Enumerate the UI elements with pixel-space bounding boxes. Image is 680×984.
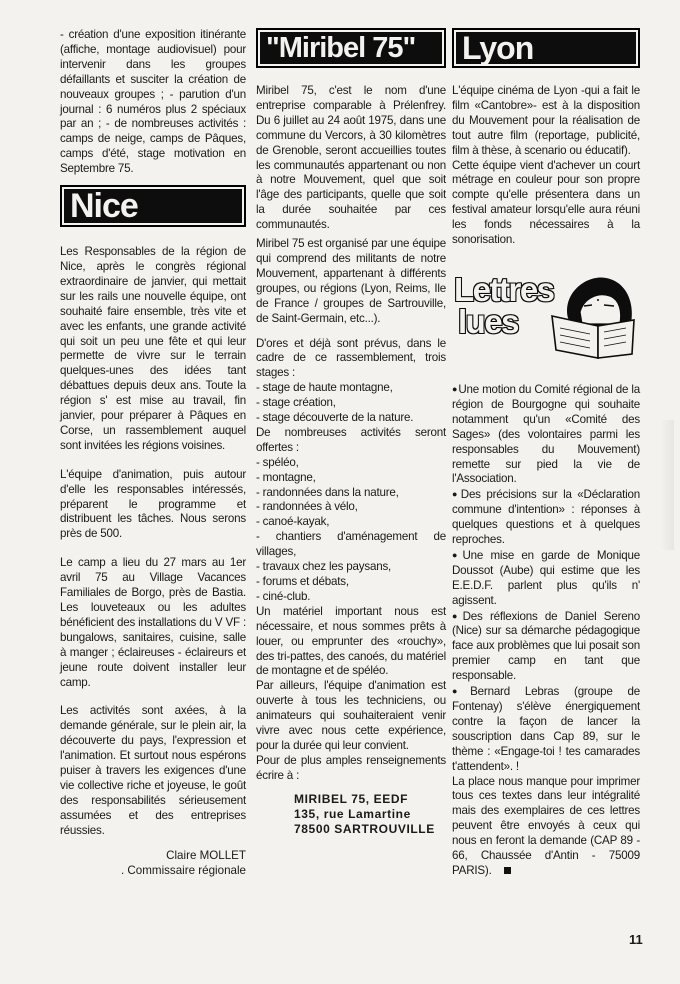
miribel-paragraph-6: Pour de plus amples renseignements écrire à :: [256, 753, 446, 782]
letter-item-5: ● Bernard Lebras (groupe de Fontenay) s'élève énergiquement contre la façon de lancer la souscription dans Cap 89, sur le thème : «Engage-toi ! tes camarades t'attendent». !: [452, 684, 640, 774]
address-line-3: 78500 SARTROUVILLE: [294, 821, 435, 836]
nice-paragraph-4: Les activités sont axées, à la demande générale, sur le plein air, la découverte du pays, l'expression et l'animation. Et surtout nous espérons puiser à travers les exigences d'une vie collective riche et joyeuse, le goût des responsabilités sérieusement assumées et des entreprises réussies.: [60, 704, 246, 837]
lettres-closing-paragraph: [452, 775, 640, 879]
signature-name: Claire MOLLET: [166, 848, 246, 862]
nice-paragraph-3: Le camp a lieu du 27 mars au 1er avril 75 au Village Vacances Familiales de Borgo, près de Bastia. Les louveteaux ou les adultes bénéficient des installations du V VF : bungalows, sanitaires, cuisine, salle à manger ; éclaireuses - éclaireurs et jeune route doivent installer leur camp.: [60, 556, 246, 689]
list-line: - stage création,: [256, 396, 336, 410]
list-line: - randonnées à vélo,: [256, 500, 358, 514]
page-number: 11: [629, 932, 643, 947]
lyon-heading: [452, 28, 640, 68]
lues-word: lues: [458, 302, 519, 340]
list-line: - canoé-kayak,: [256, 515, 330, 529]
letter-item-3: ● Une mise en garde de Monique Doussot (Aube) qui estime que les E.E.D.F. parlent plus qu'ils n' agissent.: [452, 548, 640, 609]
column-middle: [256, 28, 446, 837]
letter-item-2: ● Des précisions sur la «Déclaration commune d'intention» : réponses à quelques questions et à quelques reproches.: [452, 487, 640, 548]
lettres-lues-heading: [452, 272, 640, 364]
column-right: [452, 28, 640, 879]
lettres-closing-text: La place nous manque pour imprimer tous ces textes dans leur intégralité mais des exemplaires de ces lettres peuvent être envoyés à ceux qui nous en feront la demande (CAP 89 - 66, Chaussée d'Antin - 75009 PARIS).: [452, 774, 640, 877]
column-left: [60, 28, 246, 878]
address-line-2: 135, rue Lamartine: [294, 806, 411, 821]
nice-paragraph-2: L'équipe d'animation, puis autour d'elle les responsables intéressés, préparent le programme et distribuent les tâches. Nous serons près de 500.: [60, 467, 246, 541]
address-line-1: MIRIBEL 75, EEDF: [294, 791, 409, 806]
lyon-paragraph-2: Cette équipe vient d'achever un court métrage en couleur pour son propre compte qu'elle présentera dans un festival amateur lorsqu'elle aura réuni les fonds nécessaires à la sonorisation.: [452, 158, 640, 247]
page-edge-shadow: [660, 420, 674, 550]
miribel-paragraph-4: Un matériel important nous est nécessaire, et nous sommes prêts à louer, ou emprunter des «rouchy», des tri-pattes, des canoés, du matériel de montagne et de spéléo.: [256, 604, 446, 678]
lyon-heading-text: Lyon: [462, 29, 534, 66]
miribel-heading: [256, 28, 446, 68]
list-line: De nombreuses activités seront offertes :: [256, 425, 446, 454]
nice-heading-text: Nice: [70, 186, 138, 225]
signature-role: . Commissaire régionale: [120, 863, 246, 877]
list-line: - stage de haute montagne,: [256, 381, 393, 395]
intro-paragraph: - création d'une exposition itinérante (affiche, montage audiovisuel) pour intervenir dans les groupes défaillants et susciter la création de nouveaux groupes ; - parution d'un journal : 6 numéros plus 2 spéciaux par an ; - de nombreuses activités : camps de neige, camps de Pâques, camps d'été, stage motivation en Septembre 75.: [60, 28, 246, 176]
list-line: - ciné-club.: [256, 589, 311, 603]
lettres-word: Lettres: [454, 270, 554, 308]
list-line: - travaux chez les paysans,: [256, 560, 392, 574]
list-line: D'ores et déjà sont prévus, dans le cadre de ce rassemblement, trois stages :: [256, 336, 446, 380]
lyon-paragraph-1: L'équipe cinéma de Lyon -qui a fait le film «Cantobre»- est à la disposition du Mouvement pour la réalisation de tout autre film (reportage, publicité, film à thèse, à scenario ou éducatif).: [452, 84, 640, 157]
letter-item-1: ● Une motion du Comité régional de la région de Bourgogne qui souhaite notamment qu'un «Comité des Sages» (des volontaires parmi les responsables du Mouvement) remette sur pied la vie de l'Association.: [452, 382, 640, 487]
miribel-activity-list: [256, 337, 446, 605]
letter-item-4: ● Des réflexions de Daniel Sereno (Nice) sur sa démarche pédagogique face aux problèmes que lui posait son premier camp en tant que responsable.: [452, 609, 640, 685]
list-line: - montagne,: [256, 470, 316, 484]
nice-paragraph-1: Les Responsables de la région de Nice, après le congrès régional extraordinaire de janvier, qui mettait sur les rails une nouvelle équipe, ont souhaité faire ensemble, très vite et avec les enfants, une grande activité qui soit un peu une fête et qui leur permette de vivre sur le terrain quelques-unes des idées tant débattues depuis deux ans. Toute la région s' est mise au travail, fin janvier, pour préparer à Pâques en Corse, un rassemblement auquel sont invitées les régions voisines.: [60, 245, 246, 452]
miribel-paragraph-1: Miribel 75, c'est le nom d'une entreprise comparable à Prélenfrey. Du 6 juillet au 24 août 1975, dans une commune du Vercors, à 30 kilomètres de Grenoble, seront accueillies toutes les communautés appartenant ou non à notre Mouvement, quel que soit l'âge des participants, quelle que soit la durée souhaitée par ces communautés.: [256, 84, 446, 232]
nice-heading: [60, 185, 246, 227]
miribel-heading-text: "Miribel 75": [266, 31, 416, 64]
list-line: - forums et débats,: [256, 575, 349, 588]
miribel-paragraph-5: Par ailleurs, l'équipe d'animation est ouverte à tous les techniciens, ou animateurs qui souhaiteraient venir vivre avec nous cette expérience, pour la durée qui leur convient.: [256, 679, 446, 752]
list-line: - stage découverte de la nature.: [256, 411, 414, 425]
miribel-paragraph-2: Miribel 75 est organisé par une équipe qui comprend des militants de notre Mouvement, appartenant à différents groupes, ou régions (Lyon, Reims, Ile de France / groupes de Sartrouville, de Saint-Germain, etc...).: [256, 237, 446, 325]
end-of-article-mark: [504, 867, 511, 874]
list-line: - chantiers d'aménagement de villages,: [256, 530, 446, 559]
reader-illustration-icon: [548, 272, 640, 364]
list-line: - randonnées dans la nature,: [256, 485, 399, 499]
list-line: - spéléo,: [256, 455, 299, 469]
